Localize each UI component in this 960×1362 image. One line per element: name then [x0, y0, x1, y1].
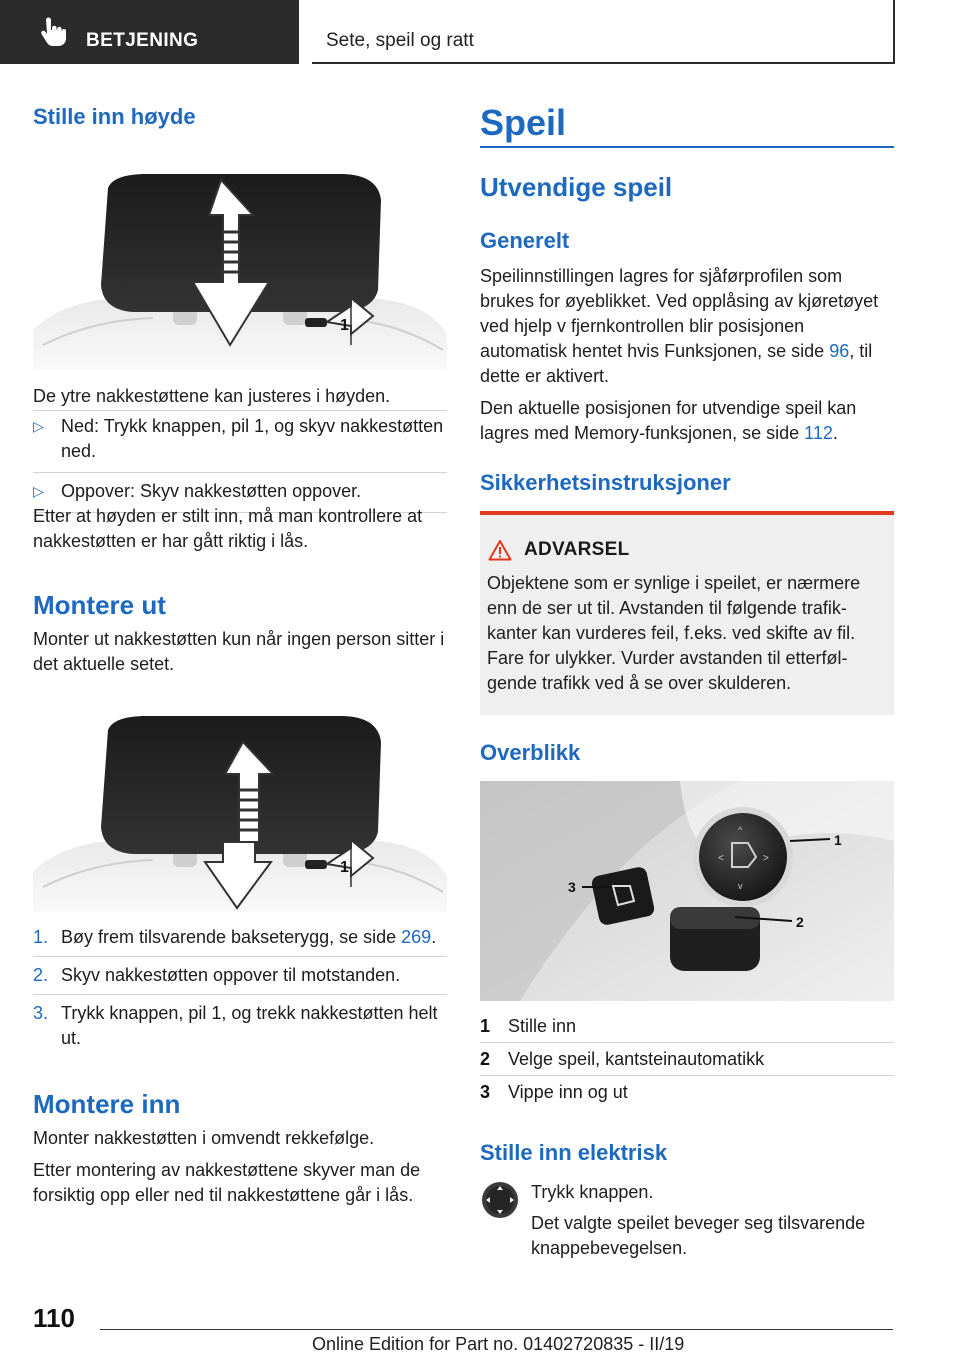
chapter-title: BETJENING	[86, 30, 199, 51]
list-item: ▷ Ned: Trykk knappen, pil 1, og skyv nakkestøtten ned.	[33, 416, 444, 461]
callout-1: 1	[340, 859, 349, 876]
callout-2: 2	[796, 914, 804, 930]
mirror-controls-illustration	[480, 781, 894, 1001]
hand-pointer-icon	[36, 16, 68, 48]
bullet-list-height	[33, 414, 447, 513]
callout-1: 1	[834, 832, 842, 848]
chapter-tab	[0, 0, 299, 64]
paragraph-reverse-order: Monter nakkestøtten i omvendt rekkefølge.	[33, 1128, 375, 1148]
heading-speil: Speil	[480, 102, 567, 143]
heading-overblikk: Overblikk	[480, 740, 581, 765]
warning-text: Objektene som er synlige i speilet, er nærmere enn de ser ut til. Avstanden til følgende trafikkanter kan vurderes feil, f.eks. ved skifte av fil. Fare for ulykker. Vurder avstanden til etterfølgende trafikk ved å se over skulderen.	[487, 573, 861, 693]
separator-line	[33, 956, 447, 957]
warning-box	[480, 511, 894, 715]
separator-line	[33, 994, 447, 995]
separator-line	[33, 472, 447, 473]
page-link-112[interactable]: 112	[804, 423, 833, 443]
paragraph-check-lock: Etter at høyden er stilt inn, må man kontrollere at nakkestøtten er har gått riktig i lås.	[33, 506, 423, 551]
paragraph-remove-headrest: Monter ut nakkestøtten kun når ingen person sitter i det aktuelle setet.	[33, 629, 445, 674]
separator-line	[480, 1075, 894, 1076]
paragraph-adjust-height: De ytre nakkestøttene kan justeres i høyden.	[33, 386, 391, 406]
callout-3: 3	[568, 879, 576, 895]
paragraph-memory: Den aktuelle posisjonen for utvendige speil kan lagres med Memory-funksjonen, se side 112.	[480, 398, 857, 443]
list-item: 2. Skyv nakkestøtten oppover til motstanden.	[33, 965, 401, 985]
heading-generelt: Generelt	[480, 228, 570, 253]
paragraph-generelt: Speilinnstillingen lagres for sjåførprofilen som brukes for øyeblikket. Ved opplåsing av kjøretøyet ved hjelp v fjernkontrollen blir posisjonen automatisk hentet hvis Funksjonen, se side 96, til dette er aktivert.	[480, 266, 879, 386]
triangle-bullet-icon: ▷	[33, 483, 44, 499]
heading-montere-inn: Montere inn	[33, 1089, 181, 1119]
footer-rule	[100, 1329, 893, 1330]
numbered-steps-removal	[33, 925, 447, 1051]
page-number: 110	[33, 1303, 75, 1333]
paragraph-after-install: Etter montering av nakkestøttene skyver man de forsiktig opp eller ned til nakkestøttene går i lås.	[33, 1160, 421, 1205]
warning-title: ADVARSEL	[524, 539, 630, 560]
paragraph-mirror-moves-line1: Det valgte speilet beveger seg tilsvarende knappebevegelsen.	[531, 1213, 866, 1258]
heading-stille-inn-elektrisk: Stille inn elektrisk	[480, 1140, 668, 1165]
separator-line	[33, 410, 447, 411]
heading-montere-ut: Montere ut	[33, 590, 166, 620]
separator-line	[480, 1042, 894, 1043]
page-link-96[interactable]: 96	[829, 341, 850, 361]
mirror-adjust-button-icon	[480, 1180, 520, 1220]
overview-legend	[480, 1014, 894, 1105]
heading-utvendige-speil: Utvendige speil	[480, 172, 673, 202]
list-item: 1 Stille inn	[480, 1016, 577, 1036]
svg-text:>: >	[763, 853, 769, 864]
triangle-bullet-icon: ▷	[33, 418, 44, 434]
section-title: Sete, speil og ratt	[326, 30, 474, 51]
headrest-height-illustration	[33, 170, 447, 370]
heading-stille-inn-hoyde: Stille inn høyde	[33, 104, 196, 129]
svg-text:<: <	[718, 853, 724, 864]
edition-note: Online Edition for Part no. 01402720835 - II/19	[312, 1334, 685, 1354]
list-item: ▷ Oppover: Skyv nakkestøtten oppover.	[33, 479, 447, 504]
heading-underline	[480, 146, 894, 148]
warning-triangle-icon	[488, 539, 512, 561]
headrest-removal-illustration	[33, 712, 447, 912]
page-link-269[interactable]: 269	[401, 927, 432, 947]
svg-text:v: v	[738, 881, 743, 891]
list-item: 1. Bøy frem tilsvarende bakseterygg, se side 269.	[33, 927, 437, 947]
list-item: 3 Vippe inn og ut	[480, 1082, 628, 1102]
heading-sikkerhetsinstruksjoner: Sikkerhetsinstruksjoner	[480, 470, 731, 495]
list-item: 3. Trykk knappen, pil 1, og trekk nakkestøtten helt ut.	[33, 1003, 438, 1048]
section-header	[312, 0, 895, 64]
callout-1: 1	[340, 317, 349, 334]
svg-text:^: ^	[738, 825, 743, 835]
paragraph-press-button: Trykk knappen.	[531, 1182, 654, 1202]
list-item: 2 Velge speil, kantsteinautomatikk	[480, 1049, 765, 1069]
